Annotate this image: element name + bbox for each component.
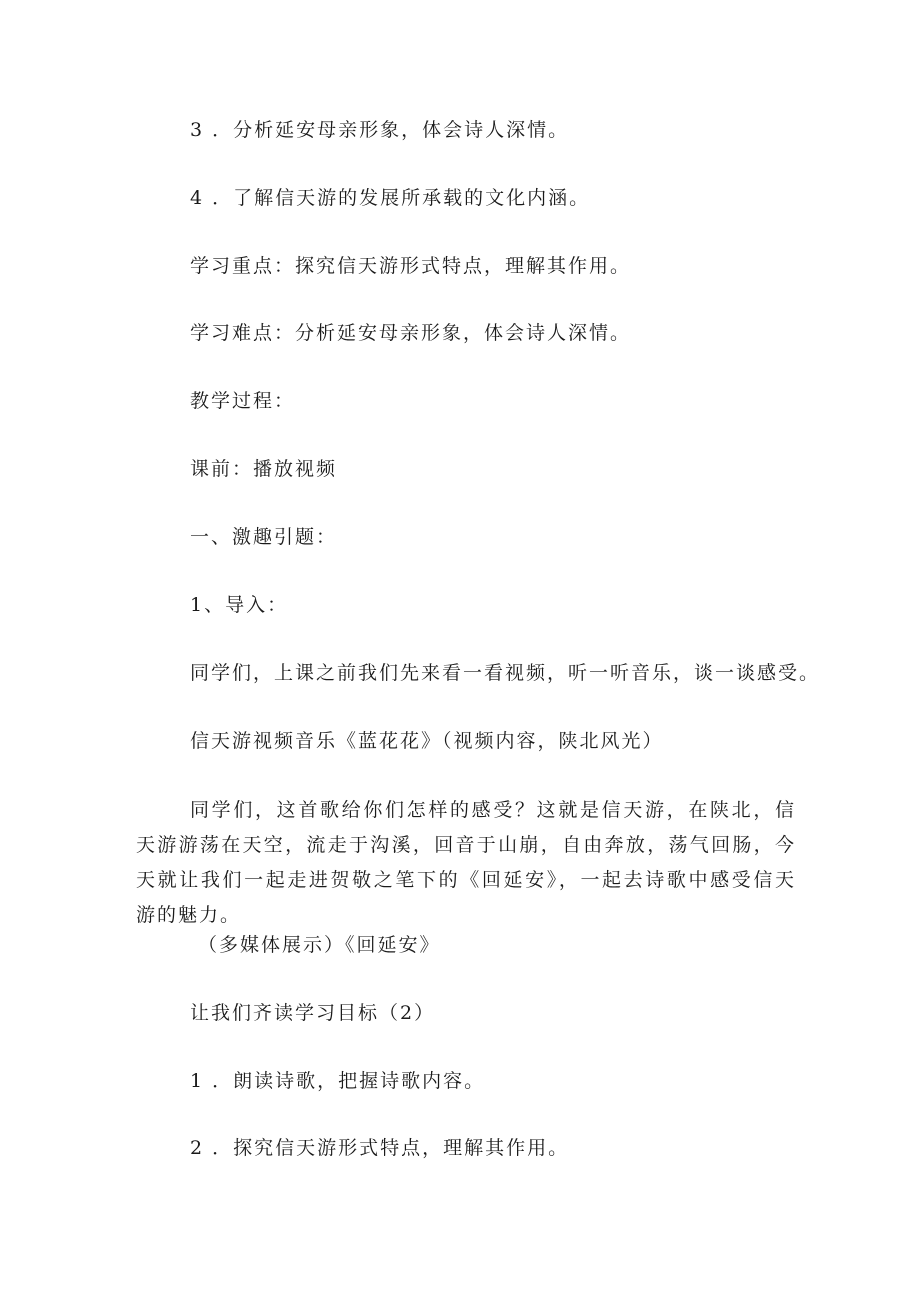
objective-4: 4 ．了解信天游的发展所承载的文化内涵。 [190, 187, 591, 209]
video-music-line: 信天游视频音乐《蓝花花》（视频内容，陕北风光） [190, 730, 664, 752]
multimedia-line: （多媒体展示）《回延安》 [198, 934, 441, 956]
objective-2: 2 ．探究信天游形式特点，理解其作用。 [190, 1137, 570, 1159]
intro-heading: 1、导入： [190, 594, 289, 616]
objective-1: 1 ．朗读诗歌，把握诗歌内容。 [190, 1070, 486, 1092]
difficult-point: 学习难点：分析延安母亲形象，体会诗人深情。 [190, 322, 632, 344]
intro-line: 同学们，上课之前我们先来看一看视频，听一听音乐，谈一谈感受。 [190, 662, 821, 684]
key-point: 学习重点：探究信天游形式特点，理解其作用。 [190, 255, 632, 277]
intro-paragraph: 同学们，这首歌给你们怎样的感受？这就是信天游，在陕北，信天游游荡在天空，流走于沟溪，回音于山崩，自由奔放，荡气回肠，今天就让我们一起走进贺敬之笔下的《回延安》，一起去诗歌中感受信天游的魅力。 [136, 799, 796, 926]
teaching-process-heading: 教学过程： [190, 390, 296, 412]
read-objectives-line: 让我们齐读学习目标（2） [190, 1002, 436, 1024]
pre-class-line: 课前：播放视频 [190, 458, 338, 480]
objective-3: 3 ．分析延安母亲形象，体会诗人深情。 [190, 119, 570, 141]
section-1-heading: 一、激趣引题： [190, 526, 338, 548]
